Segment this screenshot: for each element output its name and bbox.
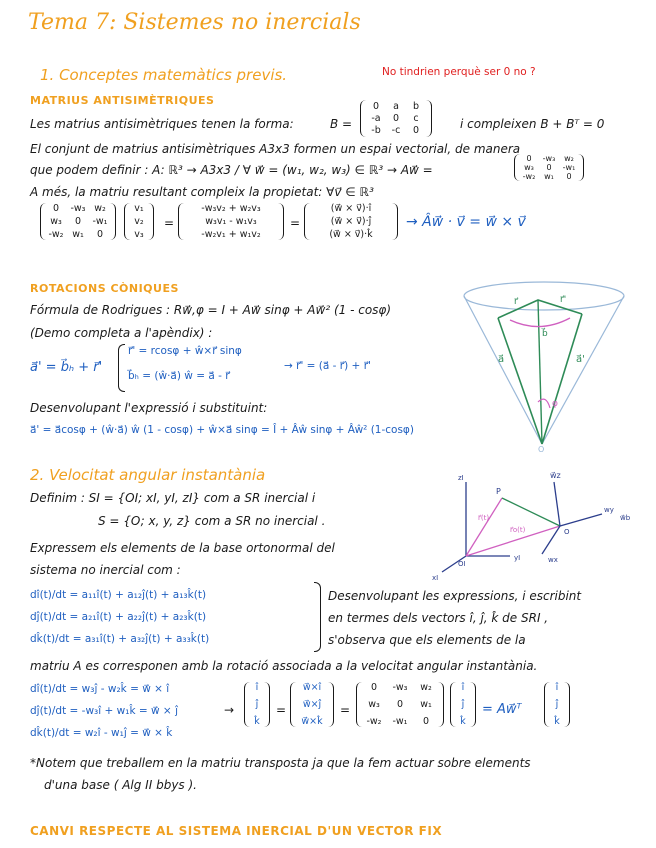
label-b: b⃗	[542, 329, 548, 339]
cone-edge	[542, 296, 624, 444]
matrix-cell: -b	[371, 125, 381, 136]
label-ro: r⃗o(t)	[510, 526, 526, 534]
rodrigues-expanded: a⃗' = a⃗cosφ + (ŵ·a⃗) ŵ (1 - cosφ) + ŵ×a⃗ sinφ = Î + Âŵ sinφ + Âŵ² (1-cosφ)	[30, 424, 414, 436]
brace	[118, 344, 125, 392]
subtitle-rotations: ROTACIONS CÒNIQUES	[30, 282, 179, 295]
section-2-title: 2. Velocitat angular instantània	[30, 466, 266, 484]
equals-sign: =	[164, 216, 175, 230]
text-line: Desenvolupant l'expressió i substituint:	[30, 401, 268, 415]
section-1-title: 1. Conceptes matemàtics previs.	[40, 66, 288, 84]
text-line: sistema no inercial com :	[30, 563, 181, 577]
vector-cell: ĵ	[555, 699, 559, 710]
vector-cell: (w⃗ × v⃗)·ĵ	[330, 216, 372, 227]
matrix-cell: w₁	[544, 172, 554, 181]
rodrigues-formula: Fórmula de Rodrigues : Rw⃗,φ = I + Aw⃗ sinφ + Aw⃗² (1 - cosφ)	[30, 303, 392, 317]
label-a: a⃗	[498, 354, 505, 365]
section-3-title: CANVI RESPECTE AL SISTEMA INERCIAL D'UN VECTOR FIX	[30, 824, 443, 838]
axis-vector	[538, 300, 542, 444]
matrix-cell: a	[393, 101, 399, 112]
matrix-cell: -w₃	[542, 154, 556, 163]
label-wx: wx	[548, 556, 558, 564]
matrix-cell: w₃	[524, 163, 534, 172]
matrix-cell: -w₂	[366, 716, 382, 727]
equation: r⃗' = rcosφ + ŵ×r⃗ sinφ	[128, 345, 242, 357]
label-phi: φ	[552, 399, 558, 409]
matrix-cell: 0	[372, 101, 380, 112]
text-line: i compleixen B + Bᵀ = 0	[460, 117, 605, 131]
matrix-cell: 0	[52, 203, 60, 214]
math-label: B =	[330, 117, 353, 131]
label-o: O	[538, 445, 545, 452]
equals-sign: =	[276, 703, 287, 717]
matrix-cell: w₂	[564, 154, 574, 163]
vector-cell: î	[555, 682, 559, 693]
matrix-product-A	[40, 203, 116, 240]
vector-cell: v₃	[134, 229, 144, 240]
text-line: (Demo completa a l'apèndix) :	[30, 326, 213, 340]
equation: dî(t)/dt = a₁₁î(t) + a₁₂ĵ(t) + a₁₃k̂(t)	[30, 589, 207, 601]
page-title: Tema 7: Sistemes no inercials	[28, 10, 361, 35]
matrix-cell: -w₁	[92, 216, 108, 227]
vector-ijk	[244, 682, 270, 727]
matrix-Aw	[514, 154, 584, 181]
cone-edge	[464, 296, 542, 444]
matrix-cell: b	[412, 101, 420, 112]
label-w: w⃗z	[550, 471, 561, 480]
transpose-label: = Aw⃗ᵀ	[482, 702, 522, 717]
label-xI: xI	[432, 574, 439, 582]
label-wb: w⃗b	[620, 514, 631, 522]
matrix-cell: 0	[396, 699, 404, 710]
text-line: matriu A es corresponen amb la rotació associada a la velocitat angular instantània.	[30, 659, 538, 673]
matrix-cell: -a	[371, 113, 381, 124]
vector-a-prime	[542, 314, 582, 444]
matrix-cell: w₁	[72, 229, 84, 240]
matrix-B	[360, 100, 432, 137]
matrix-cell: c	[413, 113, 419, 124]
vector-cell: k̂	[554, 716, 560, 727]
equation: dk̂(t)/dt = w₂î - w₁ĵ = w⃗ × k̂	[30, 727, 173, 739]
matrix-cell: 0	[566, 172, 572, 181]
vector-r	[466, 498, 502, 556]
label-p: P	[496, 487, 501, 496]
equation: dk̂(t)/dt = a₃₁î(t) + a₃₂ĵ(t) + a₃₃k̂(t)	[30, 633, 210, 645]
matrix-w	[356, 682, 444, 727]
vector-ijk-3	[544, 682, 570, 727]
equation: → r⃗' = (a⃗ - r⃗) + r⃗'	[284, 360, 371, 372]
text-line: Les matrius antisimètriques tenen la forma:	[30, 117, 294, 131]
equation: dĵ(t)/dt = -w₃î + w₁k̂ = w⃗ × ĵ	[30, 705, 178, 717]
matrix-cell: 0	[96, 229, 104, 240]
matrix-cell: 0	[392, 113, 400, 124]
matrix-cell: w₂	[420, 682, 432, 693]
matrix-cell: 0	[526, 154, 532, 163]
equation: dî(t)/dt = w₃ĵ - w₂k̂ = w⃗ × î	[30, 683, 170, 695]
axis-y	[560, 514, 602, 526]
matrix-cell: -w₁	[392, 716, 408, 727]
brace	[314, 582, 321, 652]
text-line: Desenvolupant les expressions, i escribint	[328, 589, 582, 603]
text-line: Definim : SI = {OI; xI, yI, zI} com a SR inercial i	[30, 491, 316, 505]
vector-cell: k̂	[460, 716, 466, 727]
label-wy: wy	[604, 506, 614, 514]
phi-arc-small	[538, 399, 550, 408]
label-r: r⃗(t)	[478, 514, 490, 522]
label-r: r⃗	[514, 297, 518, 307]
vector-cell: -w₃v₂ + w₂v₃	[201, 203, 261, 214]
matrix-cell: 0	[370, 682, 378, 693]
axis-x	[542, 526, 560, 554]
label-ap: a⃗'	[576, 354, 585, 365]
vector-cell: î	[255, 682, 259, 693]
matrix-cell: -w₃	[70, 203, 86, 214]
note: *Notem que treballem en la matriu transposta ja que la fem actuar sobre elements	[30, 756, 531, 770]
vector-cell: k̂	[254, 716, 260, 727]
vector-cell: (w⃗ × v⃗)·î	[330, 203, 372, 214]
text-line: en termes dels vectors î, ĵ, k̂ de SRI ,	[328, 611, 549, 625]
vector-a	[498, 318, 542, 444]
equals-sign: =	[290, 216, 301, 230]
matrix-cell: w₃	[50, 216, 62, 227]
vector-cell: î	[461, 682, 465, 693]
text-line: A més, la matriu resultant compleix la propietat: ∀v⃗ ∈ ℝ³	[30, 185, 374, 199]
vector-cell: ĵ	[255, 699, 259, 710]
matrix-cell: w₂	[94, 203, 106, 214]
margin-note: No tindrien perquè ser 0 no ?	[382, 66, 536, 78]
vector-ijk-2	[450, 682, 476, 727]
matrix-cell: 0	[412, 125, 420, 136]
label-o: O	[564, 528, 570, 536]
label-yI: yI	[514, 554, 521, 562]
vector-cell: w⃗×k̂	[301, 716, 323, 727]
vector-wx	[290, 682, 334, 727]
vector-p	[502, 498, 560, 526]
equation: b⃗ₕ = (ŵ·a⃗) ŵ = a⃗ - r⃗	[128, 370, 230, 382]
label-oI: OI	[458, 560, 466, 568]
vector-cell: ĵ	[461, 699, 465, 710]
matrix-cell: -w₂	[48, 229, 64, 240]
text-line: S = {O; x, y, z} com a SR no inercial .	[98, 514, 326, 528]
matrix-cell: 0	[74, 216, 82, 227]
matrix-cell: -c	[391, 125, 401, 136]
matrix-cell: 0	[546, 163, 552, 172]
vector-v	[124, 203, 154, 240]
vector-result	[178, 203, 284, 240]
text-line: El conjunt de matrius antisimètriques A3x3 formen un espai vectorial, de manera	[30, 142, 521, 156]
matrix-cell: -w₃	[392, 682, 408, 693]
matrix-cell: w₁	[420, 699, 432, 710]
matrix-cell: 0	[422, 716, 430, 727]
vector-cell: (w⃗ × v⃗)·k̂	[329, 229, 373, 240]
equals-sign: =	[340, 703, 351, 717]
cone-diagram	[458, 262, 638, 452]
cone-rim	[464, 282, 624, 310]
text-line: Expressem els elements de la base ortonormal del	[30, 541, 335, 555]
matrix-cell: w₃	[368, 699, 380, 710]
equation: dĵ(t)/dt = a₂₁î(t) + a₂₂ĵ(t) + a₂₃k̂(t)	[30, 611, 207, 623]
vector-cell: w⃗×î	[302, 682, 322, 693]
subtitle-antisymmetric: MATRIUS ANTISIMÈTRIQUES	[30, 94, 215, 107]
vector-cell: -w₂v₁ + w₁v₂	[201, 229, 261, 240]
arrow: →	[224, 703, 235, 717]
label-rp: r⃗'	[560, 295, 567, 305]
note: d'una base ( Alg II bbys ).	[44, 778, 197, 792]
matrix-cell: -w₂	[522, 172, 536, 181]
frames-diagram	[430, 468, 640, 584]
matrix-cell: -w₁	[562, 163, 576, 172]
vector-cross	[304, 203, 398, 240]
text-line: que podem definir : A: ℝ³ → A3x3 / ∀ w⃗ = (w₁, w₂, w₃) ∈ ℝ³ → Aw⃗ =	[30, 163, 433, 177]
vector-cell: w⃗×ĵ	[302, 699, 322, 710]
label-zI: zI	[458, 474, 464, 482]
text-line: s'observa que els elements de la	[328, 633, 526, 647]
phi-arc	[510, 318, 570, 327]
axis-z	[554, 482, 560, 526]
vector-cell: w₃v₁ - w₁v₃	[205, 216, 257, 227]
vector-cell: v₂	[134, 216, 144, 227]
equation: a⃗' = b⃗ₕ + r⃗'	[30, 360, 103, 375]
property-result: → Âw⃗ · v⃗ = w⃗ × v⃗	[406, 214, 526, 230]
vector-cell: v₁	[134, 203, 144, 214]
